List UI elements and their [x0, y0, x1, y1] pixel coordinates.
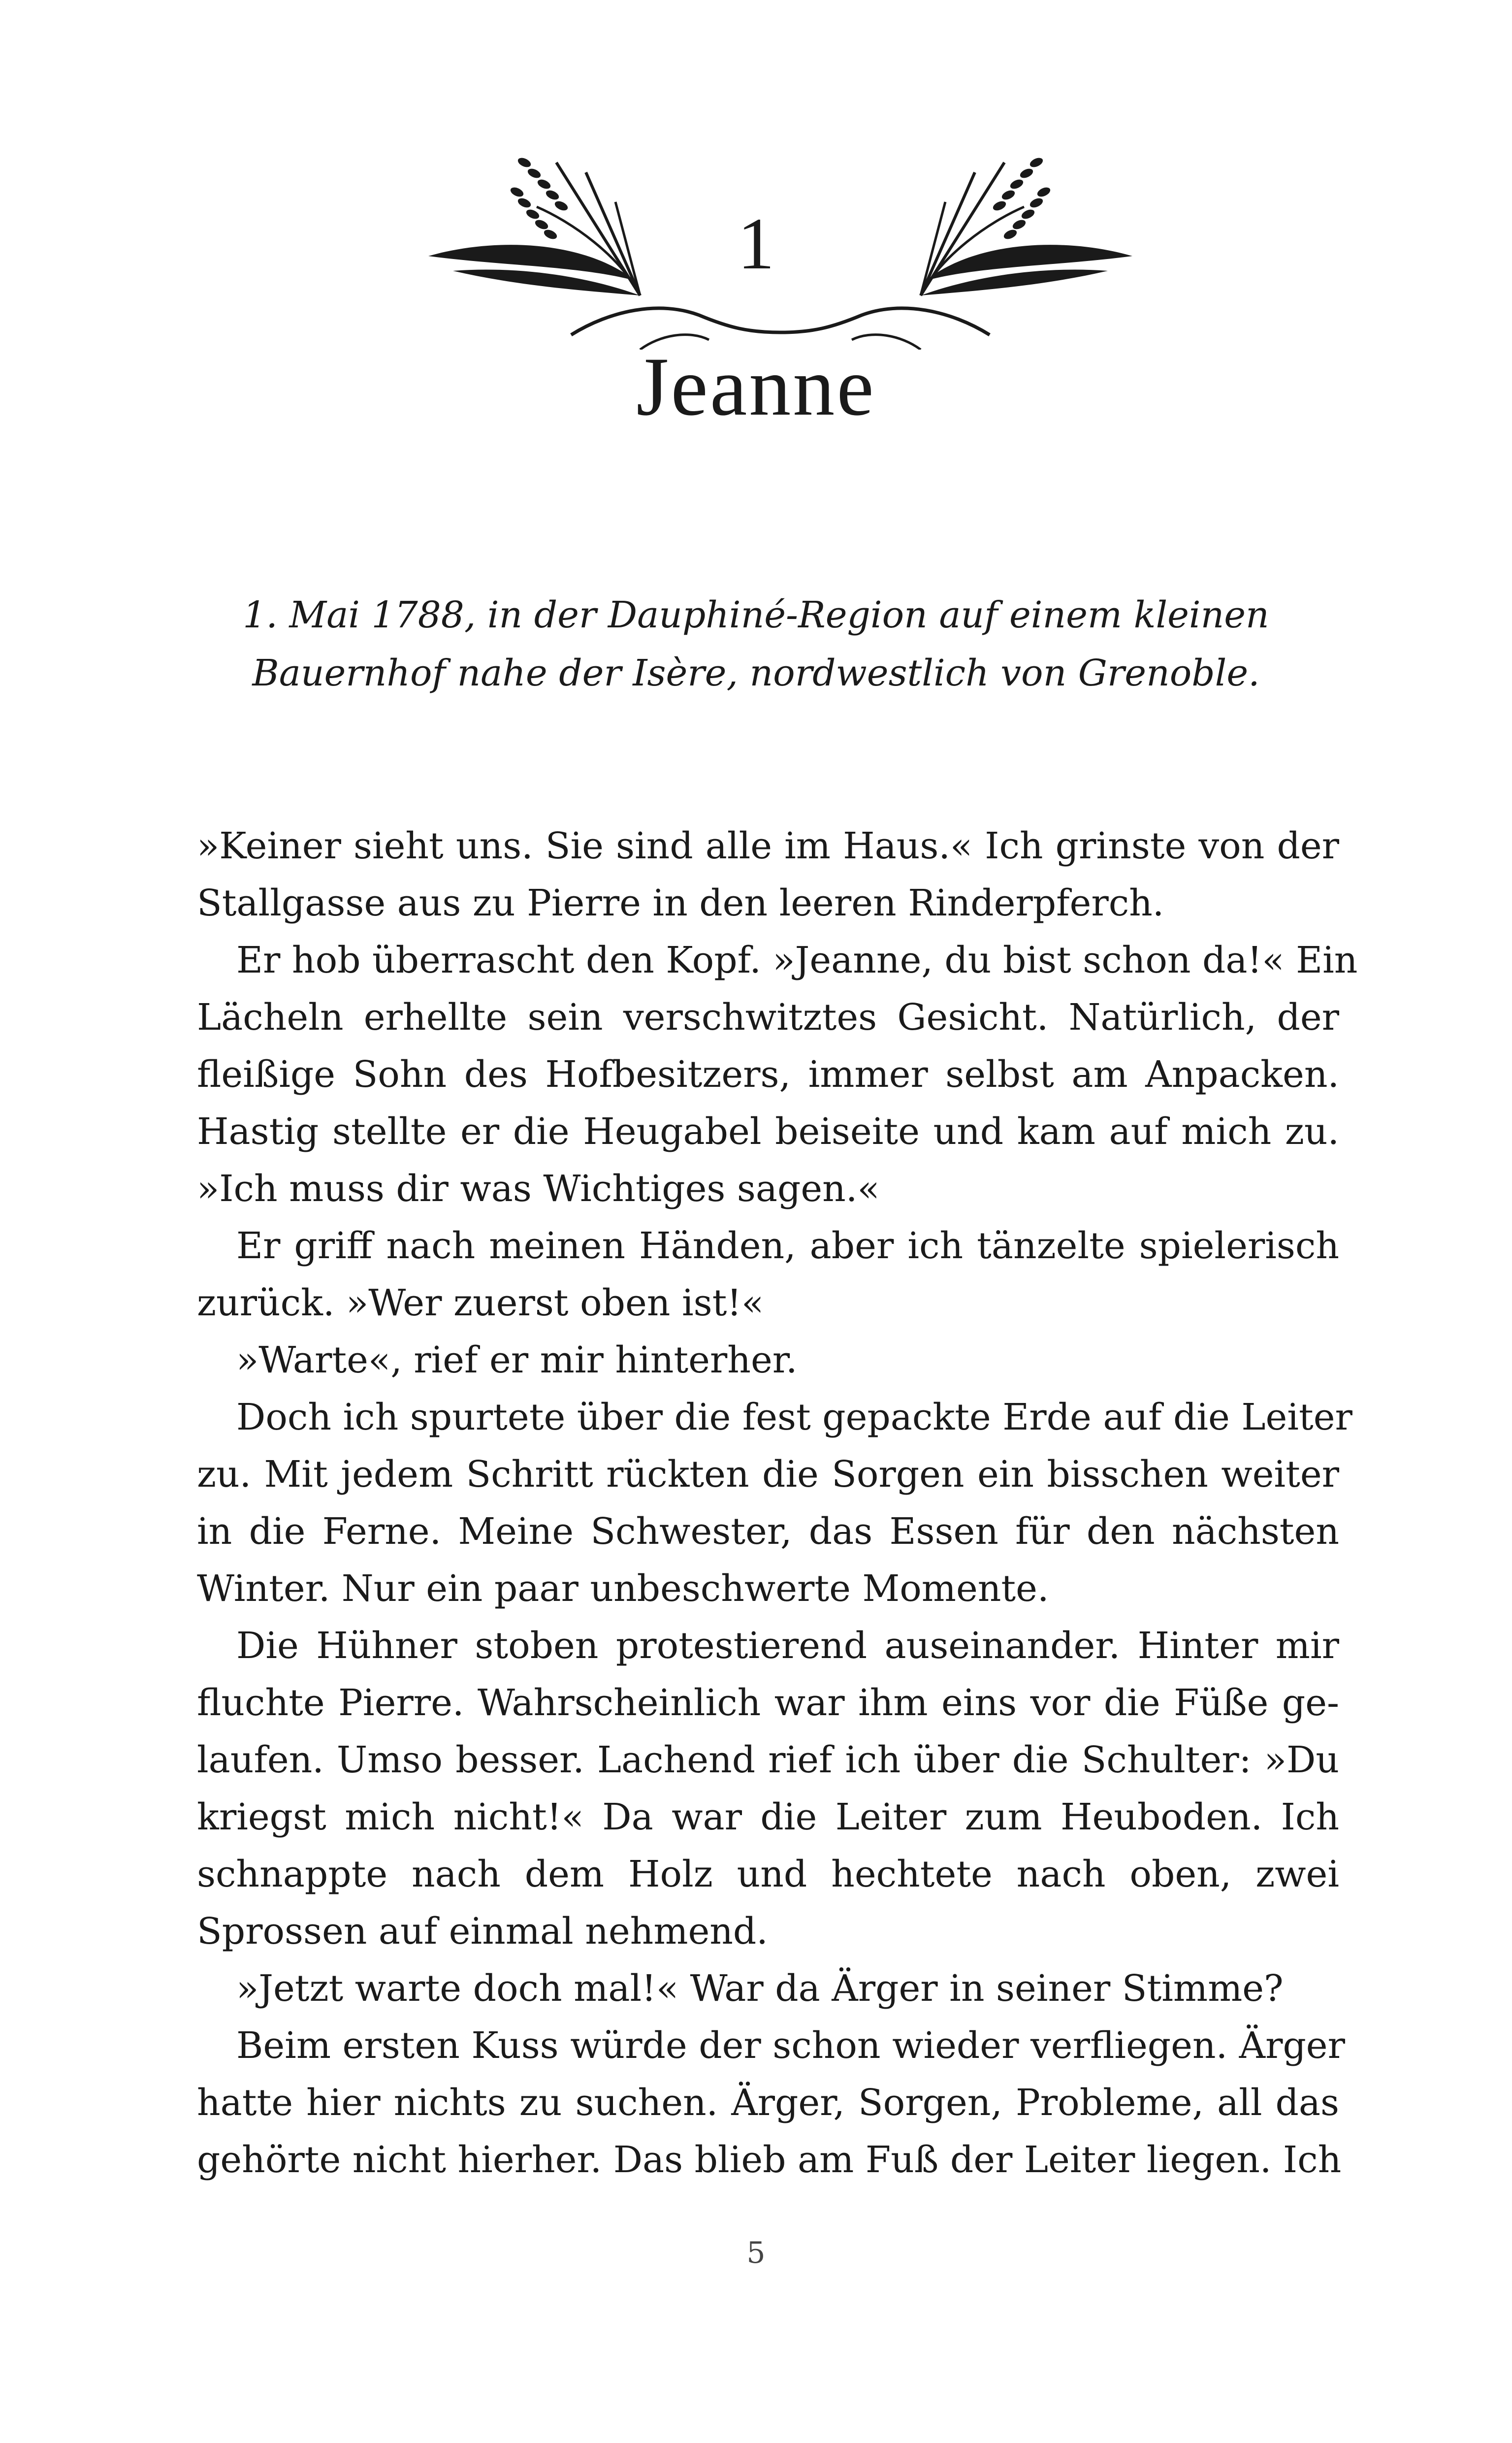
body-line: fluchte Pierre. Wahrscheinlich war ihm eins vor die Füße ge-: [197, 1682, 1339, 1724]
body-line: zurück. »Wer zuerst oben ist!«: [197, 1282, 764, 1324]
body-line: schnappte nach dem Holz und hechtete nach oben, zwei: [197, 1853, 1339, 1895]
body-line: kriegst mich nicht!« Da war die Leiter zum Heuboden. Ich: [197, 1796, 1339, 1838]
body-line: hatte hier nichts zu suchen. Ärger, Sorgen, Probleme, all das: [197, 2082, 1339, 2124]
body-line: Lächeln erhellte sein verschwitztes Gesicht. Natürlich, der: [197, 996, 1339, 1039]
dateline-line: Bauernhof nahe der Isère, nordwestlich von Grenoble.: [252, 652, 1260, 694]
body-line: laufen. Umso besser. Lachend rief ich über die Schulter: »Du: [197, 1739, 1339, 1781]
body-line: »Keiner sieht uns. Sie sind alle im Haus.« Ich grinste von der: [197, 825, 1339, 867]
page-number: 5: [746, 2236, 766, 2270]
body-line: Winter. Nur ein paar unbeschwerte Momente.: [197, 1567, 1049, 1610]
body-line: »Jetzt warte doch mal!« War da Ärger in seiner Stimme?: [236, 1967, 1284, 2010]
body-line: »Ich muss dir was Wichtiges sagen.«: [197, 1168, 880, 1210]
chapter-dateline: [197, 586, 1315, 702]
body-line: Er griff nach meinen Händen, aber ich tänzelte spielerisch: [236, 1225, 1339, 1267]
chapter-number: 1: [738, 203, 774, 285]
body-line: Doch ich spurtete über die fest gepackte Erde auf die Leiter: [236, 1396, 1352, 1438]
body-line: zu. Mit jedem Schritt rückten die Sorgen ein bisschen weiter: [197, 1453, 1339, 1496]
body-line: Hastig stellte er die Heugabel beiseite und kam auf mich zu.: [197, 1110, 1339, 1153]
dateline-line: 1. Mai 1788, in der Dauphiné-Region auf einem kleinen: [243, 594, 1269, 636]
chapter-title: Jeanne: [636, 340, 876, 433]
body-line: in die Ferne. Meine Schwester, das Essen für den nächsten: [197, 1510, 1339, 1553]
body-line: gehörte nicht hierher. Das blieb am Fuß der Leiter liegen. Ich: [197, 2139, 1342, 2181]
body-line: Sprossen auf einmal nehmend.: [197, 1910, 768, 1953]
body-line: Die Hühner stoben protestierend auseinander. Hinter mir: [236, 1625, 1339, 1667]
body-text: [197, 817, 1358, 2188]
body-line: fleißige Sohn des Hofbesitzers, immer selbst am Anpacken.: [197, 1053, 1339, 1096]
body-line: »Warte«, rief er mir hinterher.: [236, 1339, 798, 1381]
body-line: Beim ersten Kuss würde der schon wieder verfliegen. Ärger: [236, 2024, 1345, 2067]
body-line: Stallgasse aus zu Pierre in den leeren Rinderpferch.: [197, 882, 1164, 924]
body-line: Er hob überrascht den Kopf. »Jeanne, du bist schon da!« Ein: [236, 939, 1358, 981]
